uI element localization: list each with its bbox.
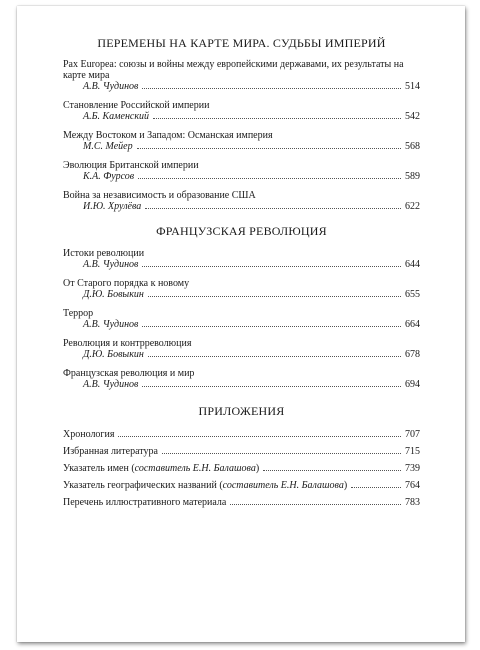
appendix-entry — [63, 497, 420, 508]
entry-author-line — [63, 201, 420, 212]
entry-author-line — [63, 171, 420, 182]
dot-leader — [263, 469, 401, 471]
page-number: 568 — [405, 141, 420, 152]
dot-leader — [142, 385, 401, 387]
entry-author-line — [63, 259, 420, 270]
entry-title: Между Востоком и Западом: Османская империя — [63, 130, 273, 141]
entry-title: Становление Российской империи — [63, 100, 210, 111]
entry-author: А.В. Чудинов — [83, 81, 139, 92]
dot-leader — [148, 355, 401, 357]
appendix-label: Указатель имен (составитель Е.Н. Балашова) — [63, 463, 260, 474]
entry-title: Террор — [63, 308, 94, 319]
dot-leader — [145, 207, 401, 209]
appendix-label: Перечень иллюстративного материала — [63, 497, 227, 508]
entry-author: Д.Ю. Бовыкин — [83, 349, 144, 360]
entry-title: Война за независимость и образование США — [63, 190, 256, 201]
dot-leader — [138, 177, 401, 179]
page-number: 664 — [405, 319, 420, 330]
toc-entry — [63, 160, 420, 182]
page-number: 694 — [405, 379, 420, 390]
section-title: ФРАНЦУЗСКАЯ РЕВОЛЮЦИЯ — [156, 224, 327, 238]
page-number: 764 — [405, 480, 420, 491]
dot-leader — [137, 147, 401, 149]
appendix-entry — [63, 480, 420, 491]
entry-author-line — [63, 81, 420, 92]
toc-entry — [63, 130, 420, 152]
page-number: 542 — [405, 111, 420, 122]
dot-leader — [162, 452, 401, 454]
page-number: 622 — [405, 201, 420, 212]
page-number: 715 — [405, 446, 420, 457]
document-page — [17, 6, 465, 642]
dot-leader — [142, 87, 401, 89]
page-number: 707 — [405, 429, 420, 440]
entry-title: Французская революция и мир — [63, 368, 195, 379]
entry-author-line — [63, 319, 420, 330]
dot-leader — [142, 325, 401, 327]
appendix-label: Избранная литература — [63, 446, 158, 457]
toc-entry — [63, 308, 420, 330]
page-number: 739 — [405, 463, 420, 474]
entry-author-line — [63, 141, 420, 152]
page-number: 514 — [405, 81, 420, 92]
entry-author: А.В. Чудинов — [83, 319, 139, 330]
entry-author-line — [63, 111, 420, 122]
appendix-label: Хронология — [63, 429, 115, 440]
toc-entry — [63, 59, 420, 92]
entry-author: К.А. Фурсов — [83, 171, 135, 182]
dot-leader — [148, 295, 401, 297]
entry-author: А.В. Чудинов — [83, 259, 139, 270]
appendix-entry — [63, 446, 420, 457]
toc-entry — [63, 278, 420, 300]
entry-title: Эволюция Британской империи — [63, 160, 199, 171]
dot-leader — [351, 486, 401, 488]
entry-title: От Старого порядка к новому — [63, 278, 190, 289]
dot-leader — [230, 503, 401, 505]
entry-title: Pax Europea: союзы и войны между европейскими державами, их результаты на карте мира — [63, 59, 404, 81]
section-title: ПЕРЕМЕНЫ НА КАРТЕ МИРА. СУДЬБЫ ИМПЕРИЙ — [97, 36, 386, 50]
page-number: 783 — [405, 497, 420, 508]
toc-entry — [63, 248, 420, 270]
entry-title: Революция и контрреволюция — [63, 338, 192, 349]
toc-entry — [63, 100, 420, 122]
page-number: 655 — [405, 289, 420, 300]
entry-title: Истоки революции — [63, 248, 145, 259]
page-number: 678 — [405, 349, 420, 360]
appendix-label: Указатель географических названий (составитель Е.Н. Балашова) — [63, 480, 348, 491]
dot-leader — [153, 117, 401, 119]
entry-author: Д.Ю. Бовыкин — [83, 289, 144, 300]
dot-leader — [118, 435, 401, 437]
entry-author-line — [63, 289, 420, 300]
table-of-contents — [63, 36, 420, 514]
entry-author: А.Б. Каменский — [83, 111, 150, 122]
toc-entry — [63, 338, 420, 360]
page-number: 644 — [405, 259, 420, 270]
entry-author: М.С. Мейер — [83, 141, 133, 152]
entry-author: А.В. Чудинов — [83, 379, 139, 390]
appendix-entry — [63, 429, 420, 440]
entry-author: И.Ю. Хрулёва — [83, 201, 142, 212]
toc-entry — [63, 368, 420, 390]
dot-leader — [142, 265, 401, 267]
appendix-title: ПРИЛОЖЕНИЯ — [198, 404, 285, 418]
entry-author-line — [63, 349, 420, 360]
appendix-entry — [63, 463, 420, 474]
page-number: 589 — [405, 171, 420, 182]
toc-entry — [63, 190, 420, 212]
entry-author-line — [63, 379, 420, 390]
